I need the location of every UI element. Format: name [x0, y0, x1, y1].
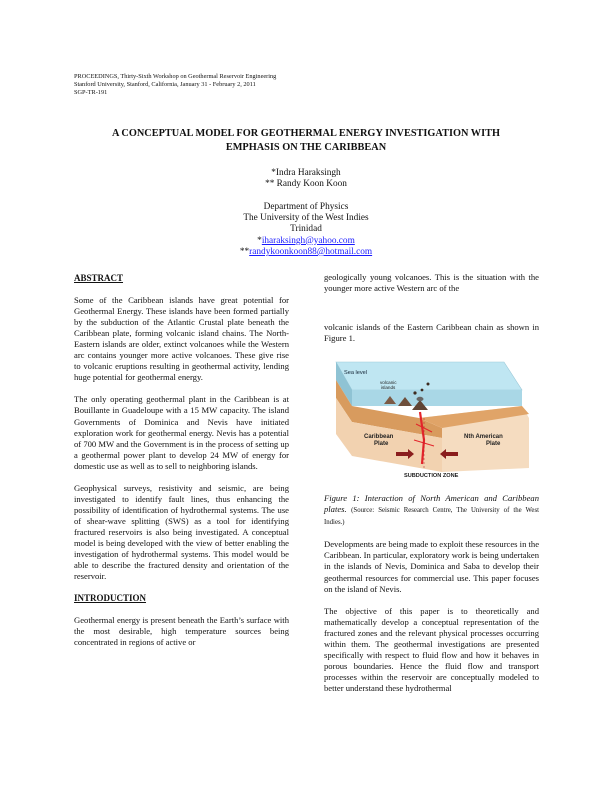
right-paragraph-1: geologically young volcanoes. This is the situation with the younger more active Western arc of the	[324, 272, 539, 294]
email-1-prefix: *	[257, 235, 262, 246]
figure-1-diagram	[324, 360, 539, 482]
sea-level-label: Sea level	[344, 370, 368, 377]
header-line-2: Stanford University, Stanford, California, January 31 - February 2, 2011	[74, 81, 256, 89]
header-line-3: SGP-TR-191	[74, 89, 108, 97]
author-1: *Indra Haraksingh	[271, 168, 341, 178]
volcanic-label-1: volcanic	[380, 380, 397, 386]
author-2: ** Randy Koon Koon	[265, 179, 347, 190]
subduction-zone-label: SUBDUCTION ZONE	[404, 473, 459, 480]
caption-source: (Source: Seismic Research Centre, The University of the West Indies.)	[324, 507, 539, 527]
proceedings-header	[74, 73, 276, 98]
title-line-1: A CONCEPTUAL MODEL FOR GEOTHERMAL ENERGY INVESTIGATION WITH	[111, 128, 500, 139]
caribbean-plate-label-1: Caribbean	[364, 434, 394, 441]
country: Trinidad	[290, 224, 322, 235]
affiliation	[100, 202, 512, 258]
volcano-smoke	[417, 397, 424, 401]
email-link-2[interactable]: randykoonkoon88@hotmail.com	[249, 246, 373, 257]
right-paragraph-3: Developments are being made to exploit these resources in the Caribbean. In particular, exploratory work is being undertaken in the islands of Nevis, Dominica and Saba to develop their geothermal resources for commercial use. This paper focuses on the island of Nevis.	[324, 539, 540, 594]
abstract-paragraph-1: Some of the Caribbean islands have great potential for Geothermal Energy. These islands have been formed partially by the subduction of the Atlantic Crustal plate beneath the Caribbean plate, forming volcanic island chains. The North-Eastern islands are older, extinct volcanoes while the Western arc contains younger more active volcanoes. These give rise to volcanic eruptions resulting in geothermal activity, lending huge potential for geothermal energy.	[74, 295, 289, 383]
introduction-paragraph-1: Geothermal energy is present beneath the Earth’s surface with the most desirable, high temperature sources being concentrated in regions of active or	[74, 615, 289, 648]
figure-1-caption	[324, 493, 539, 528]
right-column	[324, 272, 539, 694]
island-dot-1	[413, 392, 416, 395]
sea-body	[352, 390, 522, 406]
na-plate-label-1: Nth American	[464, 434, 503, 441]
caribbean-plate-label-2: Plate	[374, 441, 389, 448]
email-line-2	[100, 247, 512, 258]
paper-title	[60, 127, 552, 155]
department: Department of Physics	[263, 202, 349, 212]
na-plate-label-2: Plate	[486, 441, 501, 448]
email-link-1[interactable]: iharaksingh@yahoo.com	[261, 235, 355, 246]
right-paragraph-2: volcanic islands of the Eastern Caribbean chain as shown in Figure 1.	[324, 322, 539, 344]
email-2-prefix: **	[239, 246, 250, 257]
title-line-2: EMPHASIS ON THE CARIBBEAN	[225, 142, 387, 153]
university: The University of the West Indies	[243, 213, 369, 224]
introduction-heading: INTRODUCTION	[74, 593, 147, 604]
abstract-heading: ABSTRACT	[74, 273, 124, 283]
caption-text: Figure 1: Interaction of North American and Caribbean plates.	[324, 493, 539, 515]
header-line-1: PROCEEDINGS, Thirty-Sixth Workshop on Geothermal Reservoir Engineering	[74, 73, 277, 80]
email-line-1	[100, 236, 512, 247]
island-dot-2	[421, 389, 424, 392]
left-column	[74, 273, 289, 648]
sea-surface	[336, 362, 522, 390]
author-list	[100, 168, 512, 190]
right-paragraph-4: The objective of this paper is to theoretically and mathematically develop a conceptual representation of the fractured zones and the relevant physical processes occurring within them. The geothermal investigations are presented specifically with respect to fluid flow and how it behaves in porous boundaries. Hence the fluid flow and transport processes within the reservoir are conceptually modeled to better understand these hydrothermal	[324, 605, 539, 693]
abstract-paragraph-2: The only operating geothermal plant in the Caribbean is at Bouillante in Guadeloupe with a 15 MW capacity. The island Governments of Dominica and Nevis have initiated exploration work for geothermal energy. Nevis has a potential of 700 MW and the Government is in the process of setting up a geothermal power plant to develop 24 MW of energy for domestic use as well as to sell to neighboring islands.	[74, 394, 289, 471]
volcanic-label-2: islands	[381, 385, 396, 391]
island-dot-3	[427, 383, 430, 386]
abstract-paragraph-3: Geophysical surveys, resistivity and seismic, are being investigated to identify fault lines, thus enhancing the possibility of identification of hydrothermal systems. The use of shear-wave splitting (SWS) as a tool for identifying fractured reservoirs is also being investigated. A conceptual model is being developed with the view of better enabling the investigation of hydrothermal systems. This model would be able to describe the fractured density and orientation of the reservoir.	[74, 482, 289, 582]
